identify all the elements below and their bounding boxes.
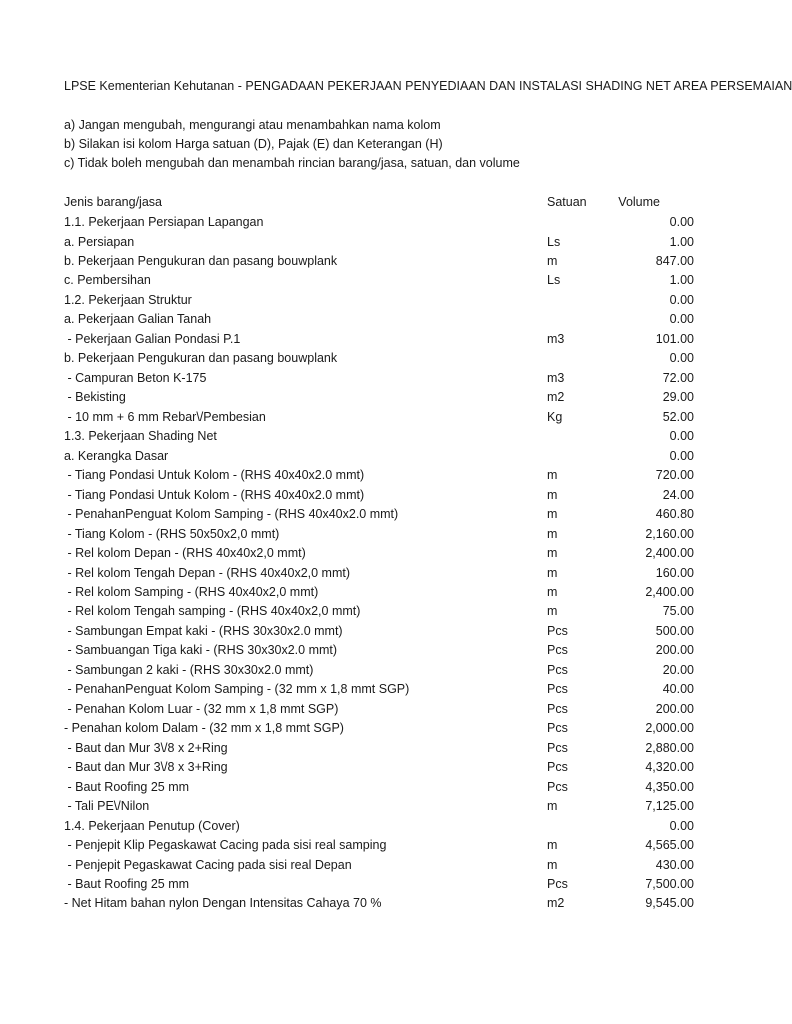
row-unit: m3 bbox=[547, 370, 565, 385]
row-volume: 0.00 bbox=[669, 448, 694, 463]
row-item: c. Pembersihan bbox=[64, 273, 151, 288]
table-row bbox=[64, 682, 694, 701]
table-row bbox=[64, 546, 694, 565]
table-row bbox=[64, 235, 694, 254]
row-volume: 0.00 bbox=[669, 351, 694, 366]
row-item: a. Pekerjaan Galian Tanah bbox=[64, 312, 212, 327]
row-unit: Pcs bbox=[547, 740, 568, 755]
document-title: LPSE Kementerian Kehutanan - PENGADAAN PEKERJAAN PENYEDIAAN DAN INSTALASI SHADING NET AREA PERSEMAIAN bbox=[64, 79, 792, 93]
table-row bbox=[64, 624, 694, 643]
table-row bbox=[64, 410, 694, 429]
row-volume: 430.00 bbox=[655, 857, 694, 872]
row-unit: m bbox=[547, 507, 558, 521]
table-row bbox=[64, 273, 694, 292]
row-item: - Baut dan Mur 3\/8 x 2+Ring bbox=[64, 740, 228, 755]
table-row bbox=[64, 254, 694, 273]
table-row bbox=[64, 488, 694, 507]
row-item: 1.1. Pekerjaan Persiapan Lapangan bbox=[64, 215, 264, 229]
row-volume: 7,500.00 bbox=[645, 877, 694, 891]
row-unit: m2 bbox=[547, 896, 565, 911]
row-unit: m bbox=[547, 857, 558, 872]
table-row bbox=[64, 760, 694, 779]
table-row bbox=[64, 858, 694, 877]
row-volume: 1.00 bbox=[669, 234, 694, 249]
row-volume: 9,545.00 bbox=[645, 896, 694, 911]
table-row bbox=[64, 702, 694, 721]
row-unit: Pcs bbox=[547, 682, 568, 697]
row-item: a. Persiapan bbox=[64, 234, 135, 249]
row-volume: 2,000.00 bbox=[645, 721, 694, 736]
row-volume: 7,125.00 bbox=[645, 799, 694, 814]
row-volume: 29.00 bbox=[662, 390, 694, 405]
row-item: - Penahan kolom Dalam - (32 mm x 1,8 mmt SGP) bbox=[64, 721, 344, 736]
row-volume: 0.00 bbox=[669, 429, 694, 444]
row-volume: 75.00 bbox=[662, 604, 694, 619]
row-volume: 72.00 bbox=[662, 370, 694, 385]
row-item: - Penjepit Pegaskawat Cacing pada sisi real Depan bbox=[64, 857, 352, 872]
table-row bbox=[64, 721, 694, 740]
row-item: - Penjepit Klip Pegaskawat Cacing pada sisi real samping bbox=[64, 838, 387, 852]
row-item: b. Pekerjaan Pengukuran dan pasang bouwplank bbox=[64, 253, 338, 268]
row-unit: m bbox=[547, 546, 558, 560]
table-row bbox=[64, 468, 694, 487]
table-header bbox=[64, 195, 694, 214]
table-row bbox=[64, 799, 694, 818]
row-volume: 460.80 bbox=[655, 507, 694, 521]
table-row bbox=[64, 390, 694, 409]
row-volume: 2,160.00 bbox=[645, 526, 694, 541]
table-row bbox=[64, 604, 694, 623]
row-unit: m2 bbox=[547, 390, 565, 405]
row-item: - PenahanPenguat Kolom Samping - (32 mm x 1,8 mmt SGP) bbox=[64, 682, 410, 697]
row-unit: m bbox=[547, 838, 558, 852]
row-volume: 1.00 bbox=[669, 273, 694, 288]
row-item: - Tiang Pondasi Untuk Kolom - (RHS 40x40x2.0 mmt) bbox=[64, 487, 365, 502]
row-volume: 2,400.00 bbox=[645, 584, 694, 599]
table-row bbox=[64, 877, 694, 896]
table-row bbox=[64, 566, 694, 585]
table-row bbox=[64, 585, 694, 604]
row-volume: 200.00 bbox=[655, 701, 694, 716]
row-unit: Pcs bbox=[547, 779, 568, 794]
row-item: - Rel kolom Samping - (RHS 40x40x2,0 mmt) bbox=[64, 584, 319, 599]
row-unit: Pcs bbox=[547, 760, 568, 775]
header-volume: Volume bbox=[618, 195, 660, 209]
table-row bbox=[64, 293, 694, 312]
row-volume: 4,565.00 bbox=[645, 838, 694, 852]
table-row bbox=[64, 838, 694, 857]
row-volume: 847.00 bbox=[655, 253, 694, 268]
row-volume: 52.00 bbox=[662, 409, 694, 424]
row-item: b. Pekerjaan Pengukuran dan pasang bouwplank bbox=[64, 351, 338, 366]
row-item: - Penahan Kolom Luar - (32 mm x 1,8 mmt SGP) bbox=[64, 701, 339, 716]
table-row bbox=[64, 312, 694, 331]
row-unit: Ls bbox=[547, 273, 561, 288]
row-item: a. Kerangka Dasar bbox=[64, 448, 169, 463]
row-volume: 40.00 bbox=[662, 682, 694, 697]
row-item: - Baut Roofing 25 mm bbox=[64, 779, 190, 794]
row-unit: m bbox=[547, 604, 558, 619]
header-unit: Satuan bbox=[547, 195, 587, 209]
row-item: - Rel kolom Tengah samping - (RHS 40x40x2,0 mmt) bbox=[64, 604, 361, 619]
instruction-b: b) Silakan isi kolom Harga satuan (D), Pajak (E) dan Keterangan (H) bbox=[64, 137, 443, 151]
row-item: - Tiang Kolom - (RHS 50x50x2,0 mmt) bbox=[64, 526, 280, 541]
row-volume: 2,400.00 bbox=[645, 546, 694, 560]
table-row bbox=[64, 663, 694, 682]
row-item: 1.4. Pekerjaan Penutup (Cover) bbox=[64, 818, 240, 833]
row-volume: 200.00 bbox=[655, 643, 694, 658]
row-volume: 20.00 bbox=[662, 662, 694, 677]
row-unit: m3 bbox=[547, 331, 565, 346]
row-unit: Pcs bbox=[547, 701, 568, 716]
row-volume: 160.00 bbox=[655, 565, 694, 580]
row-volume: 0.00 bbox=[669, 292, 694, 307]
row-unit: Pcs bbox=[547, 662, 568, 677]
table-row bbox=[64, 371, 694, 390]
row-item: - Rel kolom Tengah Depan - (RHS 40x40x2,0 mmt) bbox=[64, 565, 350, 580]
instruction-c: c) Tidak boleh mengubah dan menambah rincian barang/jasa, satuan, dan volume bbox=[64, 156, 520, 170]
row-unit: m bbox=[547, 526, 558, 541]
row-unit: m bbox=[547, 468, 558, 483]
row-item: - Campuran Beton K-175 bbox=[64, 370, 207, 385]
row-unit: m bbox=[547, 253, 558, 268]
row-volume: 720.00 bbox=[655, 468, 694, 483]
row-volume: 101.00 bbox=[655, 331, 694, 346]
row-volume: 0.00 bbox=[669, 215, 694, 229]
table-row bbox=[64, 449, 694, 468]
row-item: 1.2. Pekerjaan Struktur bbox=[64, 292, 192, 307]
row-unit: Ls bbox=[547, 234, 561, 249]
row-volume: 4,350.00 bbox=[645, 779, 694, 794]
table-row bbox=[64, 507, 694, 526]
row-item: - Net Hitam bahan nylon Dengan Intensitas Cahaya 70 % bbox=[64, 896, 382, 911]
row-item: - Sambuangan Tiga kaki - (RHS 30x30x2.0 mmt) bbox=[64, 643, 338, 658]
row-unit: Pcs bbox=[547, 877, 568, 891]
row-volume: 2,880.00 bbox=[645, 740, 694, 755]
row-unit: m bbox=[547, 487, 558, 502]
row-item: - PenahanPenguat Kolom Samping - (RHS 40x40x2.0 mmt) bbox=[64, 507, 399, 521]
table-row bbox=[64, 896, 694, 915]
row-volume: 0.00 bbox=[669, 818, 694, 833]
row-item: - 10 mm + 6 mm Rebar\/Pembesian bbox=[64, 409, 266, 424]
row-unit: Pcs bbox=[547, 643, 568, 658]
row-unit: Kg bbox=[547, 409, 563, 424]
row-item: - Tiang Pondasi Untuk Kolom - (RHS 40x40x2.0 mmt) bbox=[64, 468, 365, 483]
row-unit: m bbox=[547, 584, 558, 599]
row-item: - Tali PE\/Nilon bbox=[64, 799, 150, 814]
row-unit: Pcs bbox=[547, 623, 568, 638]
table-row bbox=[64, 643, 694, 662]
row-unit: m bbox=[547, 799, 558, 814]
table-row bbox=[64, 741, 694, 760]
row-volume: 500.00 bbox=[655, 623, 694, 638]
row-item: - Sambungan 2 kaki - (RHS 30x30x2.0 mmt) bbox=[64, 662, 314, 677]
table-row bbox=[64, 351, 694, 370]
row-volume: 4,320.00 bbox=[645, 760, 694, 775]
table-row bbox=[64, 527, 694, 546]
table-row bbox=[64, 819, 694, 838]
table-row bbox=[64, 780, 694, 799]
table-row bbox=[64, 215, 694, 234]
row-unit: m bbox=[547, 565, 558, 580]
row-item: - Baut Roofing 25 mm bbox=[64, 877, 190, 891]
row-volume: 24.00 bbox=[662, 487, 694, 502]
row-item: - Rel kolom Depan - (RHS 40x40x2,0 mmt) bbox=[64, 546, 306, 560]
instruction-a: a) Jangan mengubah, mengurangi atau menambahkan nama kolom bbox=[64, 118, 441, 132]
row-unit: Pcs bbox=[547, 721, 568, 736]
row-item: - Pekerjaan Galian Pondasi P.1 bbox=[64, 331, 241, 346]
table-row bbox=[64, 429, 694, 448]
row-item: - Bekisting bbox=[64, 390, 126, 405]
row-item: - Sambungan Empat kaki - (RHS 30x30x2.0 mmt) bbox=[64, 623, 343, 638]
table-row bbox=[64, 332, 694, 351]
header-item: Jenis barang/jasa bbox=[64, 195, 162, 209]
row-item: - Baut dan Mur 3\/8 x 3+Ring bbox=[64, 760, 228, 775]
row-item: 1.3. Pekerjaan Shading Net bbox=[64, 429, 217, 444]
row-volume: 0.00 bbox=[669, 312, 694, 327]
